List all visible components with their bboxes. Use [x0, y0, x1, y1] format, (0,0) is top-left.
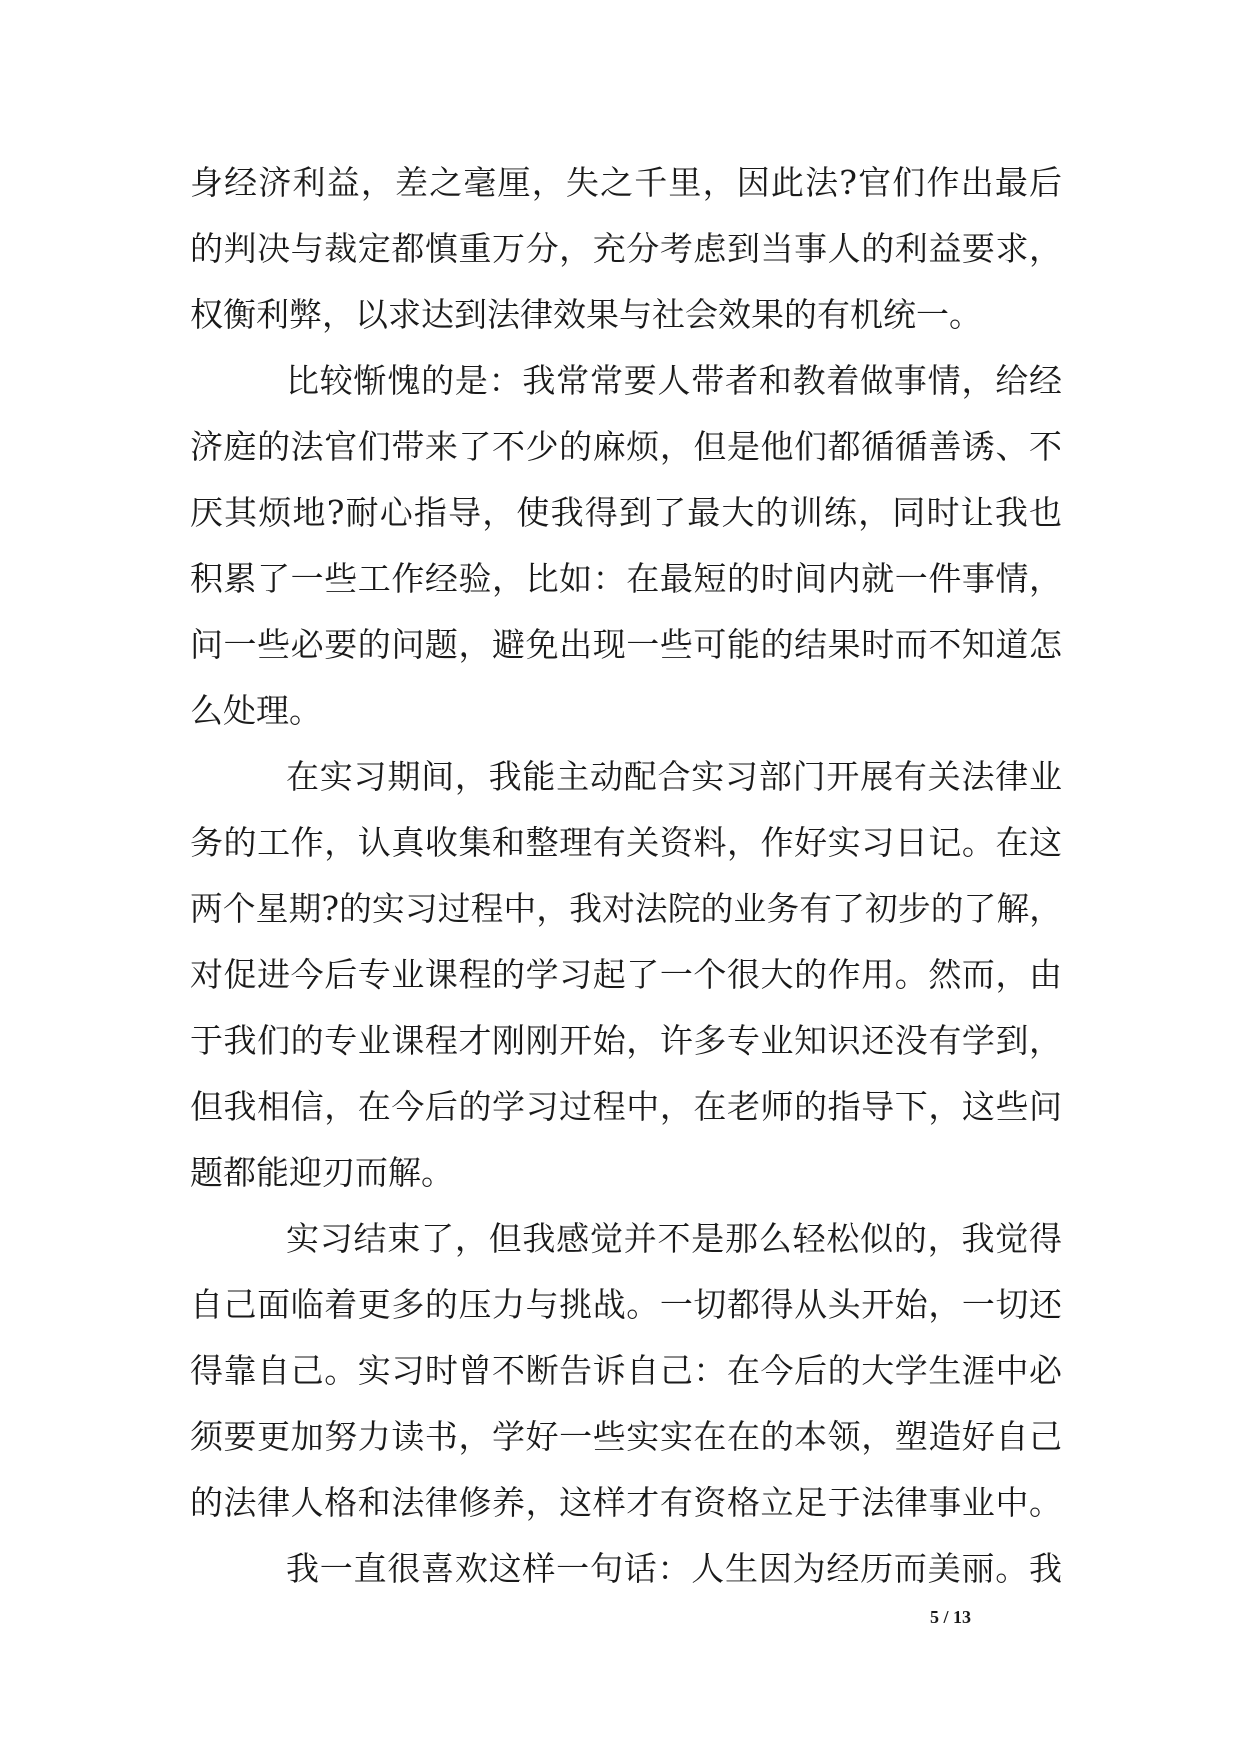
text-line: 济庭的法官们带来了不少的麻烦，但是他们都循循善诱、不 — [190, 427, 1062, 466]
text-line: 权衡利弊，以求达到法律效果与社会效果的有机统一。 — [190, 295, 982, 334]
text-line: 实习结束了，但我感觉并不是那么轻松似的，我觉得 — [286, 1219, 1062, 1258]
page-number: 5 / 13 — [930, 1607, 972, 1627]
text-line: 积累了一些工作经验，比如：在最短的时间内就一件事情， — [190, 559, 1062, 598]
text-line: 对促进今后专业课程的学习起了一个很大的作用。然而，由 — [190, 955, 1062, 994]
text-line: 的判决与裁定都慎重万分，充分考虑到当事人的利益要求， — [190, 229, 1062, 268]
text-line: 在实习期间，我能主动配合实习部门开展有关法律业 — [286, 757, 1062, 796]
text-line: 题都能迎刃而解。 — [190, 1153, 454, 1192]
text-line: 两个星期?的实习过程中，我对法院的业务有了初步的了解， — [190, 890, 1062, 928]
text-line: 须要更加努力读书，学好一些实实在在的本领，塑造好自己 — [190, 1417, 1062, 1456]
text-line: 我一直很喜欢这样一句话：人生因为经历而美丽。我 — [286, 1549, 1062, 1588]
text-line: 得靠自己。实习时曾不断告诉自己：在今后的大学生涯中必 — [190, 1351, 1062, 1390]
text-line: 比较惭愧的是：我常常要人带者和教着做事情，给经 — [286, 361, 1062, 400]
text-line: 问一些必要的问题，避免出现一些可能的结果时而不知道怎 — [190, 625, 1062, 664]
text-line: 但我相信，在今后的学习过程中，在老师的指导下，这些问 — [190, 1087, 1062, 1126]
text-line: 的法律人格和法律修养，这样才有资格立足于法律事业中。 — [190, 1483, 1062, 1522]
text-line: 务的工作，认真收集和整理有关资料，作好实习日记。在这 — [190, 823, 1062, 862]
text-line: 于我们的专业课程才刚刚开始，许多专业知识还没有学到， — [190, 1021, 1062, 1060]
body-text — [190, 150, 1062, 1602]
text-line: 么处理。 — [190, 691, 322, 730]
text-line: 厌其烦地?耐心指导，使我得到了最大的训练，同时让我也 — [190, 493, 1062, 532]
text-line: 身经济利益，差之毫厘，失之千里，因此法?官们作出最后 — [190, 163, 1062, 202]
text-line: 自己面临着更多的压力与挑战。一切都得从头开始，一切还 — [190, 1285, 1062, 1324]
